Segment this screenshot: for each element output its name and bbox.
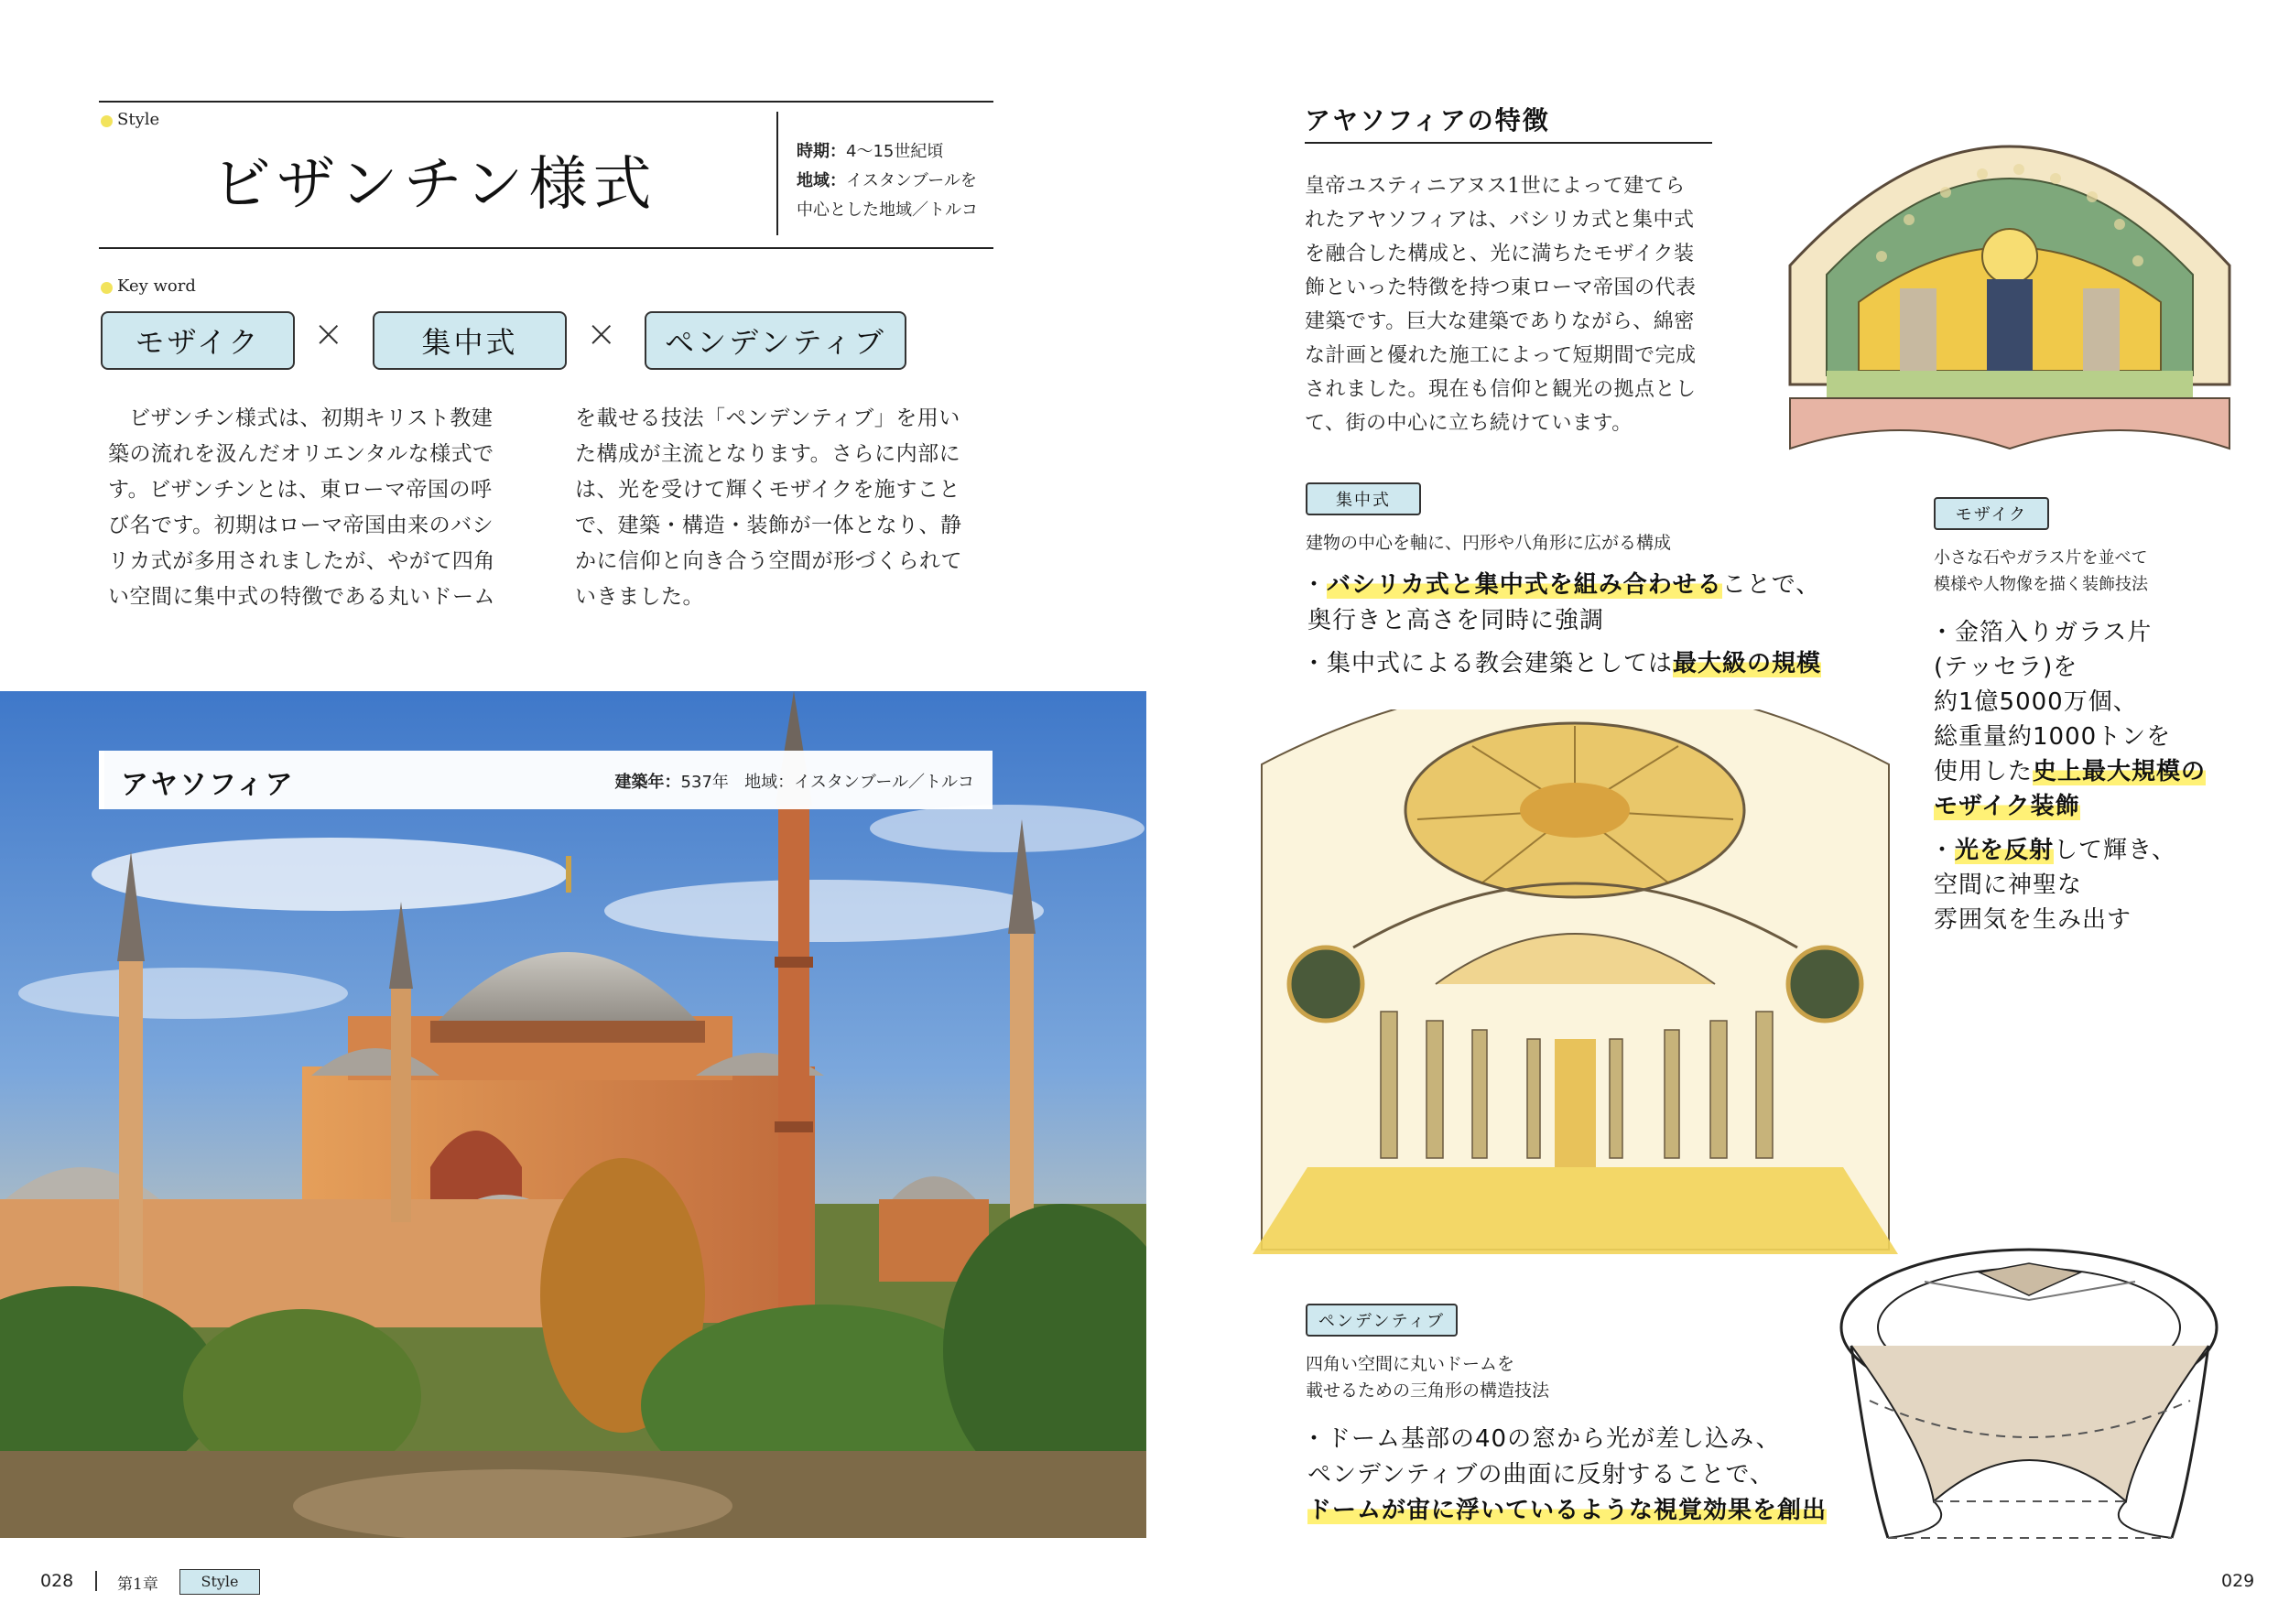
tag-central-plan: 集中式 <box>1306 482 1421 515</box>
style-label: Style <box>117 110 160 129</box>
tag-pendentive: ペンデンティブ <box>1306 1304 1458 1337</box>
style-label-dot <box>101 115 113 127</box>
bullet-text: ・集中式による教会建築としては <box>1302 650 1674 677</box>
bullet-line-highlight <box>1930 789 2206 824</box>
tag-mosaic: モザイク <box>1934 497 2049 530</box>
keyword-mosaic: モザイク <box>101 311 295 370</box>
built-year-value: 537年 <box>680 773 729 792</box>
pendentive-bullet-1-line3 <box>1307 1493 1827 1529</box>
bullet-line: (テッセラ)を <box>1934 654 2078 681</box>
bullet-line: 雰囲気を生み出す <box>1934 906 2132 934</box>
central-plan-description: 建物の中心を軸に、円形や八角形に広がる構成 <box>1306 533 1672 553</box>
pendentive-description-1: 四角い空間に丸いドームを <box>1306 1354 1515 1374</box>
mosaic-bullet-2 <box>1930 833 2176 937</box>
page-title: ビザンチン様式 <box>212 151 657 219</box>
photo-region-label: 地域： <box>744 773 795 792</box>
period-label: 時期： <box>797 142 846 161</box>
intro-line: は、光を受けて輝くモザイクを施すこと <box>575 478 960 502</box>
header-bottom-rule <box>99 247 993 249</box>
features-text <box>1305 169 1717 440</box>
intro-text-column-1 <box>108 401 529 615</box>
intro-line: 築の流れを汲んだオリエンタルな様式で <box>108 442 494 466</box>
highlight-text: 史上最大規模の <box>2033 758 2207 785</box>
bullet-line: 総重量約1000トンを <box>1934 723 2172 751</box>
period-region-meta <box>797 137 978 225</box>
photo-caption-box <box>99 751 993 809</box>
features-heading: アヤソフィアの特徴 <box>1305 105 1550 135</box>
features-line: れたアヤソフィアは、バシリカ式と集中式 <box>1305 209 1695 232</box>
bullet-line: 空間に神聖な <box>1934 872 2083 899</box>
intro-line: い空間に集中式の特徴である丸いドーム <box>108 585 495 609</box>
features-line: て、街の中心に立ち続けています。 <box>1305 412 1633 435</box>
intro-line: を載せる技法「ペンデンティブ」を用い <box>575 406 960 430</box>
header-top-rule <box>99 101 993 103</box>
intro-line: ビザンチン様式は、初期キリスト教建 <box>129 406 494 430</box>
footer-section-tag: Style <box>179 1569 260 1595</box>
photo-caption-meta <box>615 769 974 793</box>
features-line: 皇帝ユスティニアヌス1世によって建てら <box>1305 175 1686 198</box>
bullet-line-highlight <box>1930 833 2176 868</box>
region-label: 地域： <box>797 171 846 190</box>
pendentive-bullet-1-line2: ペンデンティブの曲面に反射することで、 <box>1307 1461 1774 1489</box>
period-value: 4〜15世紀頃 <box>846 142 944 161</box>
photo-caption-title: アヤソフィア <box>121 769 295 801</box>
times-symbol-1: × <box>313 313 344 355</box>
header-divider <box>776 112 778 235</box>
central-plan-bullet-2 <box>1302 646 1821 682</box>
bullet-suffix: ことで、 <box>1721 571 1821 599</box>
mosaic-apse-illustration <box>1772 82 2248 485</box>
bullet-suffix: して輝き、 <box>2054 837 2176 864</box>
highlight-text: 光を反射 <box>1955 837 2055 864</box>
bullet-prefix: ・ <box>1302 571 1328 599</box>
bullet-prefix: ・ <box>1930 837 1956 864</box>
highlight-text: バシリカ式と集中式を組み合わせる <box>1327 571 1722 599</box>
mosaic-description-2: 模様や人物像を描く装飾技法 <box>1934 575 2148 594</box>
hagia-sophia-photo <box>0 691 1146 1538</box>
chapter-label: 第1章 <box>117 1575 158 1594</box>
features-line: な計画と優れた施工によって短期間で完成 <box>1305 344 1697 367</box>
keyword-central-plan: 集中式 <box>373 311 567 370</box>
features-line: 建築です。巨大な建築でありながら、綿密 <box>1305 310 1695 333</box>
mosaic-bullet-1 <box>1930 615 2206 824</box>
bullet-line: 約1億5000万個、 <box>1934 688 2138 716</box>
pendentive-diagram <box>1815 1208 2243 1547</box>
pendentive-description-2: 載せるための三角形の構造技法 <box>1306 1380 1550 1401</box>
intro-line: で、建築・構造・装飾が一体となり、静 <box>575 514 962 537</box>
region-value-2: 中心とした地域／トルコ <box>797 200 978 220</box>
highlight-text: モザイク装飾 <box>1934 793 2080 820</box>
features-rule <box>1305 142 1712 144</box>
intro-line: いきました。 <box>575 585 704 609</box>
photo-region-value: イスタンブール／トルコ <box>794 773 974 792</box>
keyword-label-dot <box>101 282 113 294</box>
bullet-line-highlight <box>1930 754 2206 789</box>
features-line: されました。現在も信仰と観光の拠点とし <box>1305 378 1697 401</box>
built-year-label: 建築年： <box>614 773 681 792</box>
page-number-left: 028 <box>40 1571 74 1591</box>
region-value-1: イスタンブールを <box>846 171 977 190</box>
bullet-line: ・金箔入りガラス片 <box>1930 619 2153 646</box>
intro-line: び名です。初期はローマ帝国由来のバシ <box>108 514 494 537</box>
keyword-label: Key word <box>117 276 196 296</box>
mosaic-description-1: 小さな石やガラス片を並べて <box>1934 548 2148 568</box>
pendentive-bullet-1: ・ドーム基部の40の窓から光が差し込み、 <box>1302 1425 1781 1453</box>
intro-text-column-2 <box>575 401 996 615</box>
intro-line: かに信仰と向き合う空間が形づくられて <box>575 549 962 573</box>
highlight-text: 最大級の規模 <box>1673 650 1822 677</box>
highlight-text: ドームが宙に浮いているような視覚効果を創出 <box>1307 1497 1828 1524</box>
central-plan-bullet-1 <box>1302 568 1820 603</box>
times-symbol-2: × <box>586 313 617 355</box>
keyword-pendentive: ペンデンティブ <box>645 311 906 370</box>
bullet-text: 使用した <box>1934 758 2034 785</box>
interior-dome-illustration <box>1253 709 1898 1254</box>
intro-line: す。ビザンチンとは、東ローマ帝国の呼 <box>108 478 493 502</box>
intro-line: リカ式が多用されましたが、やがて四角 <box>108 549 495 573</box>
central-plan-bullet-1-line2: 奥行きと高さを同時に強調 <box>1307 607 1605 634</box>
footer-divider <box>95 1571 97 1591</box>
features-line: 飾といった特徴を持つ東ローマ帝国の代表 <box>1305 276 1697 299</box>
intro-line: た構成が主流となります。さらに内部に <box>575 442 961 466</box>
features-line: を融合した構成と、光に満ちたモザイク装 <box>1305 243 1695 265</box>
page-number-right: 029 <box>2221 1571 2255 1591</box>
